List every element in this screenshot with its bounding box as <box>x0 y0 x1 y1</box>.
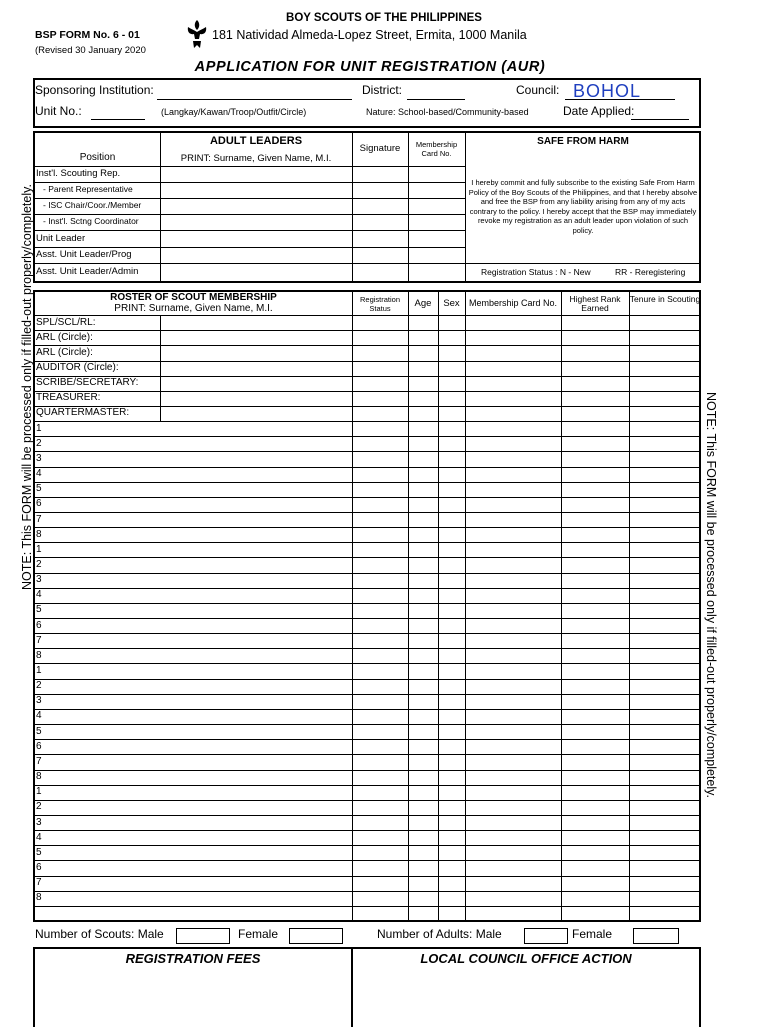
registration-fees-title: REGISTRATION FEES <box>125 951 261 966</box>
roster-title: ROSTER OF SCOUT MEMBERSHIP <box>110 292 277 303</box>
scouts-male-label: Number of Scouts: Male <box>35 927 164 941</box>
roster-section <box>33 290 701 922</box>
roster-row-number: 6 <box>36 861 42 873</box>
roster-print-header: PRINT: Surname, Given Name, M.I. <box>114 303 273 314</box>
adult-leaders-title: ADULT LEADERS <box>209 135 303 147</box>
officer-row-label: SPL/SCL/RL: <box>36 316 96 328</box>
organization-name: BOY SCOUTS OF THE PHILIPPINES <box>286 12 482 24</box>
leader-row-label: - Parent Representative <box>43 184 133 194</box>
scouts-female-box[interactable] <box>289 928 343 944</box>
organization-address: 181 Natividad Almeda-Lopez Street, Ermita, 1000 Manila <box>212 28 527 42</box>
council-label: Council: <box>516 83 560 97</box>
leader-row-label: Asst. Unit Leader/Prog <box>36 249 132 260</box>
sponsoring-institution-field[interactable] <box>157 99 352 100</box>
roster-row-number: 6 <box>36 619 42 631</box>
sponsoring-institution-label: Sponsoring Institution: <box>35 83 154 97</box>
council-value: BOHOL <box>573 81 642 101</box>
roster-row-number: 6 <box>36 498 42 510</box>
roster-row-number: 1 <box>36 543 42 555</box>
unit-no-label: Unit No.: <box>35 104 82 118</box>
scouts-male-box[interactable] <box>176 928 230 944</box>
roster-row-number: 8 <box>36 528 42 540</box>
local-council-section <box>351 947 701 1027</box>
leader-row-label: Asst. Unit Leader/Admin <box>36 266 139 277</box>
status-rr-legend: RR - Reregistering <box>615 267 686 277</box>
date-applied-label: Date Applied: <box>563 104 635 118</box>
roster-row-number: 4 <box>36 589 42 601</box>
officer-row-label: TREASURER: <box>36 392 101 404</box>
roster-row-number: 2 <box>36 680 42 692</box>
roster-row-number: 2 <box>36 437 42 449</box>
revision-date: (Revised 30 January 2020 <box>35 45 146 56</box>
safe-from-harm-title: SAFE FROM HARM <box>537 136 629 147</box>
adults-male-label: Number of Adults: Male <box>377 927 502 941</box>
roster-row-number: 1 <box>36 422 42 434</box>
roster-row-number: 7 <box>36 513 42 525</box>
officer-row-label: SCRIBE/SECRETARY: <box>36 377 139 389</box>
leader-row-label: - ISC Chair/Coor./Member <box>43 200 142 210</box>
position-header: Position <box>79 152 116 163</box>
adult-print-header: PRINT: Surname, Given Name, M.I. <box>180 153 332 164</box>
col-sex: Sex <box>443 298 460 309</box>
col-highest-rank: Highest Rank Earned <box>569 294 621 313</box>
roster-row-number: 5 <box>36 604 42 616</box>
form-number: BSP FORM No. 6 - 01 <box>35 29 140 41</box>
scouts-female-label: Female <box>238 927 279 941</box>
adults-female-box[interactable] <box>633 928 679 944</box>
roster-row-number: 8 <box>36 892 42 904</box>
leader-row-label: - Inst'l. Sctng Coordinator <box>43 216 139 226</box>
form-title: APPLICATION FOR UNIT REGISTRATION (AUR) <box>194 59 546 75</box>
bsp-emblem-icon <box>185 18 209 50</box>
roster-row-number: 7 <box>36 634 42 646</box>
local-council-title: LOCAL COUNCIL OFFICE ACTION <box>420 951 632 966</box>
membership-card-header: Membership Card No. <box>415 140 458 158</box>
note-right: NOTE: This FORM will be processed only if filled-out properly/completely. <box>704 392 718 798</box>
officer-row-label: ARL (Circle): <box>36 331 93 343</box>
district-label: District: <box>362 83 402 97</box>
unit-info-section <box>33 78 701 128</box>
roster-row-number: 4 <box>36 468 42 479</box>
col-age: Age <box>414 298 432 309</box>
roster-row-number: 3 <box>36 574 42 586</box>
leader-row-label: Inst'l. Scouting Rep. <box>36 168 121 179</box>
roster-row-number: 2 <box>36 558 42 570</box>
officer-row-label: AUDITOR (Circle): <box>36 362 119 373</box>
date-applied-field[interactable] <box>631 119 689 120</box>
roster-row-number: 1 <box>36 786 42 798</box>
note-left: NOTE: This FORM will be processed only if filled-out properly/completely. <box>20 184 34 590</box>
district-field[interactable] <box>407 99 465 100</box>
col-membership-card: Membership Card No. <box>468 298 558 308</box>
unit-no-field[interactable] <box>91 119 145 120</box>
signature-header: Signature <box>359 143 401 154</box>
adult-leaders-section <box>33 131 701 283</box>
roster-row-number: 6 <box>36 740 42 752</box>
roster-row-number: 3 <box>36 816 42 828</box>
officer-row-label: QUARTERMASTER: <box>36 407 130 419</box>
leader-row-label: Unit Leader <box>36 233 86 244</box>
col-tenure: Tenure in Scouting <box>629 294 701 304</box>
roster-row-number: 1 <box>36 664 42 676</box>
adults-female-label: Female <box>572 927 613 941</box>
unit-types-hint: (Langkay/Kawan/Troop/Outfit/Circle) <box>161 107 307 117</box>
officer-row-label: ARL (Circle): <box>36 346 93 358</box>
col-registration-status: Registration Status <box>359 295 401 313</box>
roster-row-number: 4 <box>36 831 42 843</box>
roster-row-number: 8 <box>36 771 42 782</box>
roster-row-number: 7 <box>36 755 42 767</box>
nature-hint: Nature: School-based/Community-based <box>366 107 529 117</box>
roster-row-number: 5 <box>36 483 42 495</box>
roster-row-number: 8 <box>36 649 42 661</box>
safe-from-harm-text: I hereby commit and fully subscribe to the existing Safe From Harm Policy of the Boy Scouts of the Philippines, and that I hereby absolve and free the BSP from any liability arising from any of my acts contrary to the policy. I hereby accept that the BSP may immediately revoke my registration as an adult leader upon violation of such policy. <box>468 178 698 235</box>
roster-row-number: 5 <box>36 725 42 737</box>
roster-row-number: 2 <box>36 801 42 813</box>
council-field[interactable] <box>565 81 675 101</box>
adults-male-box[interactable] <box>524 928 568 944</box>
roster-row-number: 7 <box>36 877 42 889</box>
status-new-legend: Registration Status : N - New <box>481 267 591 277</box>
roster-row-number: 3 <box>36 452 42 464</box>
roster-row-number: 4 <box>36 710 42 722</box>
roster-row-number: 5 <box>36 846 42 858</box>
registration-fees-section <box>33 947 353 1027</box>
roster-row-number: 3 <box>36 695 42 707</box>
